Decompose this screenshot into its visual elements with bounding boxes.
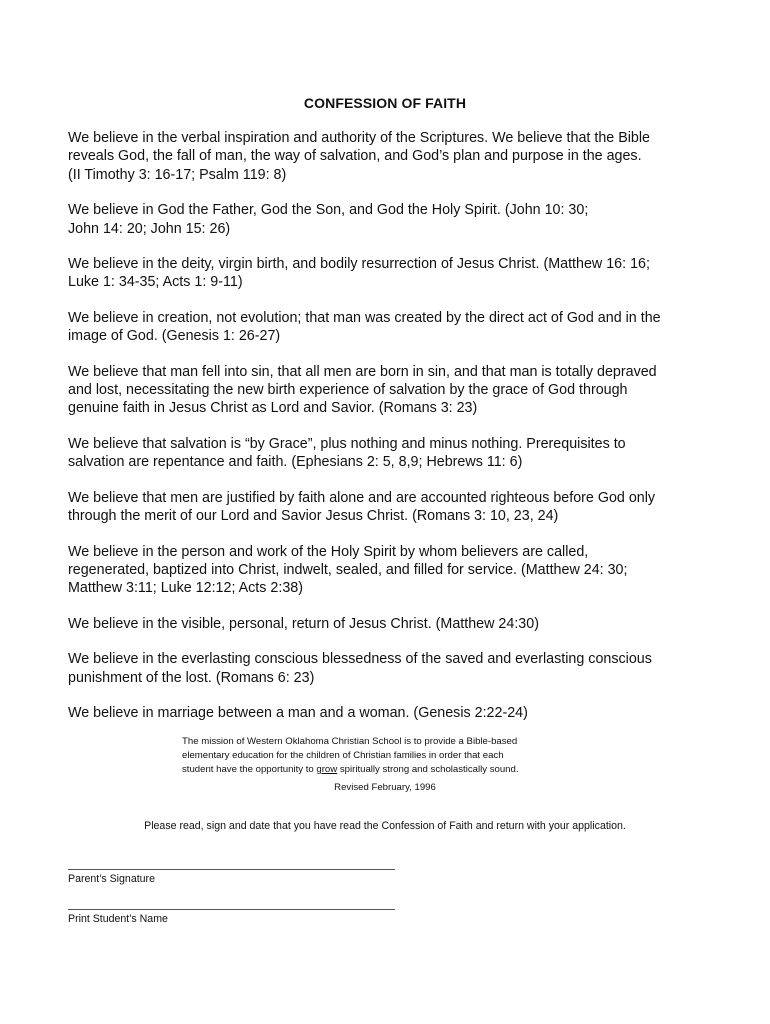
mission-line: elementary education for the children of Christian families in order that each [182, 750, 504, 761]
belief-trinity: We believe in God the Father, God the Son, and God the Holy Spirit. (John 10: 30; John 14: 20; John 15: 26) [68, 202, 589, 237]
belief-salvation: We believe that salvation is “by Grace”, plus nothing and minus nothing. Prerequisites to salvation are repentance and faith. (Ephesians 2: 5, 8,9; Hebrews 11: 6) [68, 435, 626, 471]
mission-line: The mission of Western Oklahoma Christian School is to provide a Bible-based [182, 736, 518, 747]
page-title: CONFESSION OF FAITH [303, 95, 467, 111]
mission-text: student have the opportunity to [182, 764, 317, 775]
mission-emphasis: grow [316, 764, 338, 775]
student-name-block [68, 909, 398, 926]
belief-creation: We believe in creation, not evolution; that man was created by the direct act of God and in the image of God. (Genesis 1: 26-27) [68, 309, 661, 345]
student-name-label: Print Student’s Name [68, 913, 168, 925]
mission-text: spiritually strong and scholastically sound. [337, 764, 519, 775]
mission-line [182, 763, 562, 777]
belief-marriage: We believe in marriage between a man and a woman. (Genesis 2:22-24) [68, 704, 528, 721]
belief-holy-spirit: We believe in the person and work of the Holy Spirit by whom believers are called, regenerated, baptized into Christ, indwelt, sealed, and filled for service. (Matthew 24: 30; Matthew 3:11; Luke 12:12; Acts 2:38) [68, 543, 628, 597]
belief-scripture: We believe in the verbal inspiration and authority of the Scriptures. We believe that the Bible reveals God, the fall of man, the way of salvation, and God’s plan and purpose in the ages. (II Timothy 3: 16-17; Psalm 119: 8) [68, 130, 651, 183]
belief-deity-of-christ: We believe in the deity, virgin birth, and bodily resurrection of Jesus Christ. (Matthew 16: 16; Luke 1: 34-35; Acts 1: 9-11) [68, 256, 650, 291]
parent-signature-label: Parent’s Signature [68, 873, 155, 885]
instruction-text: Please read, sign and date that you have read the Confession of Faith and return with your application. [144, 820, 626, 832]
parent-signature-block [68, 869, 398, 886]
revised-date: Revised February, 1996 [334, 782, 436, 793]
belief-justification: We believe that men are justified by faith alone and are accounted righteous before God only through the merit of our Lord and Savior Jesus Christ. (Romans 3: 10, 23, 24) [68, 489, 656, 525]
belief-sin: We believe that man fell into sin, that all men are born in sin, and that man is totally depraved and lost, necessitating the new birth experience of salvation by the grace of God through genuine faith in Jesus Christ as Lord and Savior. (Romans 3: 23) [68, 363, 657, 417]
student-name-line[interactable] [68, 909, 395, 910]
parent-signature-line[interactable] [68, 869, 395, 870]
mission-statement [182, 735, 562, 777]
belief-return-of-christ: We believe in the visible, personal, return of Jesus Christ. (Matthew 24:30) [68, 615, 539, 632]
belief-list [68, 129, 708, 739]
belief-eternal-destiny: We believe in the everlasting conscious blessedness of the saved and everlasting conscious punishment of the lost. (Romans 6: 23) [68, 651, 652, 686]
